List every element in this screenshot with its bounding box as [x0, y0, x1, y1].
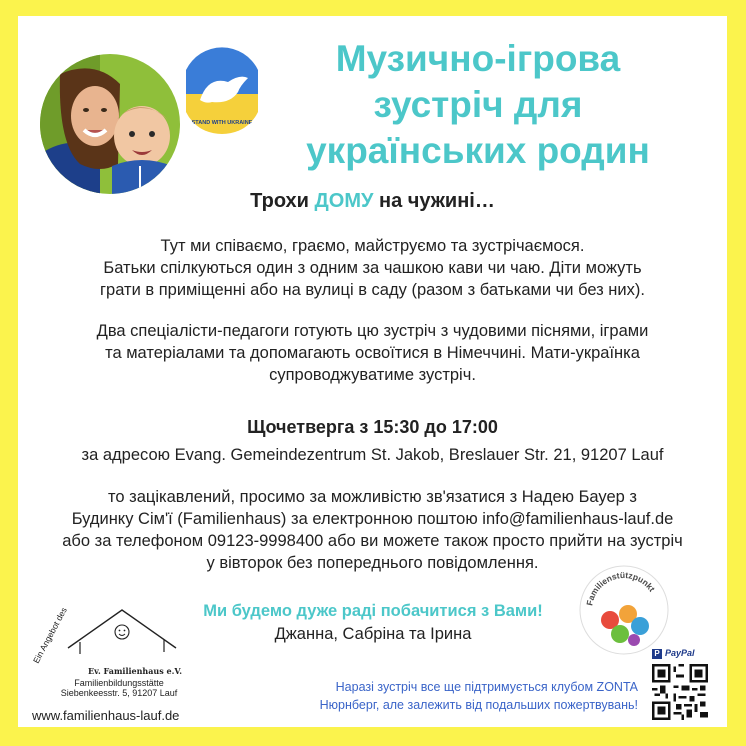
specialists-paragraph [38, 320, 707, 386]
subtitle-after: на чужині… [373, 190, 495, 212]
text-line: Батьки спілкуються один з одним за чашкою кави чи чаю. Діти можуть [103, 259, 642, 277]
text-line: Нюрнберг, але залежить від подальших пожертвувань! [319, 698, 638, 712]
familienstuetz-text: Familienstützpunkt [584, 569, 658, 607]
intro-paragraph [38, 235, 707, 301]
text-line: Два спеціалісти-педагоги готують цю зустріч з чудовими піснями, іграми [96, 322, 649, 340]
page-title [268, 36, 688, 174]
paypal-text: PayPal [665, 648, 695, 658]
text-line: Наразі зустріч все ще підтримується клубом ZONTA [335, 680, 638, 694]
support-note [298, 678, 638, 714]
text-line: грати в приміщенні або на вулиці в саду (разом з батьками чи без них). [100, 281, 645, 299]
contact-paragraph [38, 486, 707, 574]
subtitle [18, 190, 727, 213]
stand-badge-text: STAND WITH UKRAINE [191, 120, 253, 126]
text-line: Будинку Сім'ї (Familienhaus) за електронною поштою info@familienhaus-lauf.de [71, 510, 674, 528]
welcome-text: Ми будемо дуже раді побачитися з Вами! [203, 602, 543, 620]
title-line: зустріч для [373, 84, 583, 125]
text-line: та матеріалами та допомагають освоїтися в Німеччині. Мати-українка [105, 344, 640, 362]
website-link[interactable]: www.familienhaus-lauf.de [32, 708, 180, 723]
text-line: у вівторок без попереднього повідомлення. [206, 554, 539, 572]
paypal-icon: P [652, 649, 662, 659]
title-line: українських родин [306, 130, 650, 171]
title-line: Музично-ігрова [335, 38, 621, 79]
text-line: супроводжуватиме зустріч. [269, 366, 476, 384]
schedule-text: Щочетверга з 15:30 до 17:00 [247, 417, 498, 437]
address-text: за адресою Evang. Gemeindezentrum St. Jakob, Breslauer Str. 21, 91207 Lauf [81, 446, 664, 464]
subtitle-accent: ДОМУ [314, 190, 374, 212]
subtitle-before: Трохи [250, 190, 315, 212]
qr-code[interactable] [652, 664, 708, 720]
familienhaus-name: Ev. Familienhaus e.V. [88, 666, 182, 676]
familienhaus-address: Siebenkeesstr. 5, 91207 Lauf [60, 688, 178, 698]
stand-with-ukraine-badge [178, 46, 266, 134]
text-line: Тут ми співаємо, граємо, майструємо та зустрічаємося. [160, 237, 585, 255]
flyer-card [18, 16, 727, 727]
familienhaus-subtitle: Familienbildungsstätte [74, 678, 164, 688]
signature-text: Джанна, Сабріна та Ірина [274, 625, 472, 643]
familienstuetzpunkt-logo [578, 564, 670, 656]
mother-child-photo [40, 54, 180, 194]
paypal-label [652, 648, 695, 659]
text-line: то зацікавлений, просимо за можливістю зв'язатися з Надею Бауер з [108, 488, 637, 506]
angebot-text: Ein Angebot des [30, 606, 69, 665]
text-line: або за телефоном 09123-9998400 або ви можете також просто прийти на зустріч [62, 532, 683, 550]
